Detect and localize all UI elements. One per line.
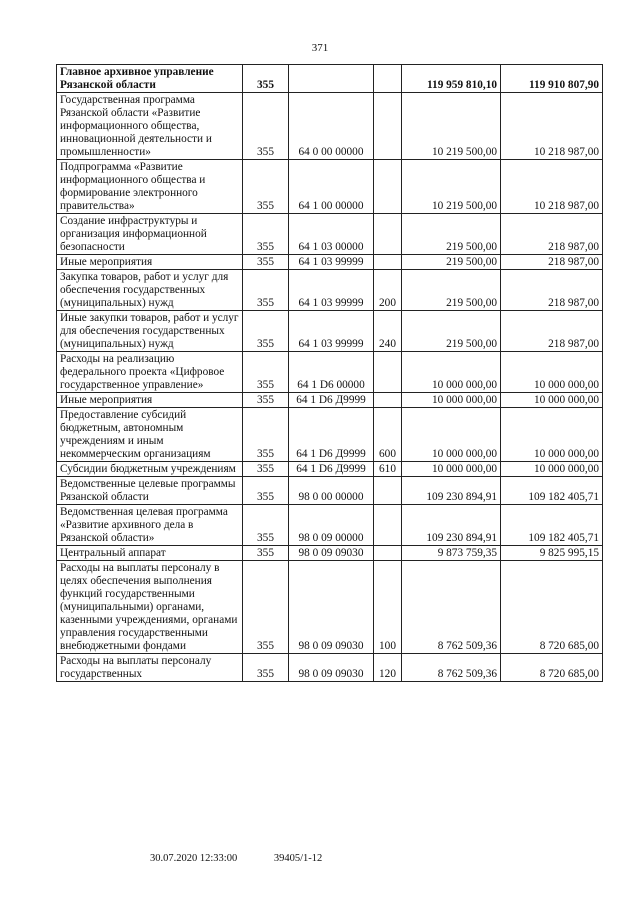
row-sum-2: 10 000 000,00 [501,393,603,408]
budget-table-body [57,65,603,682]
table-row [57,477,603,505]
row-csr: 98 0 00 00000 [289,477,374,505]
row-csr: 98 0 09 09030 [289,654,374,682]
row-sum-1: 10 000 000,00 [402,462,501,477]
row-name: Главное архивное управление Рязанской области [57,65,243,93]
row-csr: 64 1 00 00000 [289,160,374,214]
row-csr [289,65,374,93]
row-vr [374,214,402,255]
row-vr [374,93,402,160]
page-number: 371 [311,42,329,54]
row-vr: 610 [374,462,402,477]
row-sum-1: 9 873 759,35 [402,546,501,561]
row-csr: 98 0 09 09030 [289,546,374,561]
footer-timestamp: 30.07.2020 12:33:00 [150,853,238,864]
row-code: 355 [243,352,289,393]
row-name: Иные закупки товаров, работ и услуг для обеспечения государственных (муниципальных) нужд [57,311,243,352]
budget-table [56,64,603,682]
row-sum-2: 8 720 685,00 [501,561,603,654]
row-name: Государственная программа Рязанской области «Развитие информационного общества, инновационной деятельности и промышленности» [57,93,243,160]
row-vr [374,546,402,561]
row-vr: 100 [374,561,402,654]
row-code: 355 [243,462,289,477]
row-vr: 600 [374,408,402,462]
table-row [57,408,603,462]
row-sum-1: 219 500,00 [402,214,501,255]
row-sum-1: 219 500,00 [402,255,501,270]
row-csr: 64 1 D6 00000 [289,352,374,393]
row-sum-1: 219 500,00 [402,311,501,352]
row-code: 355 [243,311,289,352]
row-sum-2: 8 720 685,00 [501,654,603,682]
row-sum-2: 10 218 987,00 [501,93,603,160]
row-sum-2: 10 218 987,00 [501,160,603,214]
row-name: Создание инфраструктуры и организация информационной безопасности [57,214,243,255]
row-sum-2: 218 987,00 [501,214,603,255]
table-row [57,561,603,654]
row-csr: 64 1 03 00000 [289,214,374,255]
table-row [57,505,603,546]
row-vr: 120 [374,654,402,682]
row-code: 355 [243,93,289,160]
row-sum-2: 10 000 000,00 [501,408,603,462]
row-name: Расходы на выплаты персоналу в целях обеспечения выполнения функций государственными (муниципальными) органами, казенными учреждениями, органами управления государственными внебюджетными фондами [57,561,243,654]
row-sum-2: 218 987,00 [501,255,603,270]
row-code: 355 [243,546,289,561]
table-row [57,255,603,270]
table-row [57,546,603,561]
table-row [57,393,603,408]
row-sum-2: 10 000 000,00 [501,462,603,477]
row-code: 355 [243,477,289,505]
row-sum-1: 10 219 500,00 [402,160,501,214]
row-code: 355 [243,160,289,214]
table-row [57,65,603,93]
row-code: 355 [243,505,289,546]
row-sum-2: 109 182 405,71 [501,477,603,505]
footer [150,853,322,864]
row-csr: 64 1 03 99999 [289,255,374,270]
row-sum-1: 109 230 894,91 [402,477,501,505]
row-vr [374,505,402,546]
row-csr: 64 1 D6 Д9999 [289,393,374,408]
row-name: Предоставление субсидий бюджетным, автономным учреждениям и иным некоммерческим организациям [57,408,243,462]
footer-doc-id: 39405/1-12 [273,853,323,864]
row-vr [374,65,402,93]
row-csr: 64 1 D6 Д9999 [289,408,374,462]
table-row [57,160,603,214]
row-sum-1: 10 000 000,00 [402,352,501,393]
row-sum-1: 119 959 810,10 [402,65,501,93]
row-sum-1: 10 219 500,00 [402,93,501,160]
row-code: 355 [243,654,289,682]
row-sum-1: 109 230 894,91 [402,505,501,546]
row-name: Центральный аппарат [57,546,243,561]
row-code: 355 [243,65,289,93]
row-sum-1: 8 762 509,36 [402,561,501,654]
row-code: 355 [243,270,289,311]
row-code: 355 [243,561,289,654]
row-csr: 64 0 00 00000 [289,93,374,160]
row-csr: 98 0 09 09030 [289,561,374,654]
row-name: Закупка товаров, работ и услуг для обеспечения государственных (муниципальных) нужд [57,270,243,311]
row-vr [374,477,402,505]
row-name: Ведомственная целевая программа «Развитие архивного дела в Рязанской области» [57,505,243,546]
row-code: 355 [243,393,289,408]
row-name: Иные мероприятия [57,255,243,270]
table-row [57,352,603,393]
row-name: Субсидии бюджетным учреждениям [57,462,243,477]
row-csr: 98 0 09 00000 [289,505,374,546]
table-row [57,214,603,255]
row-code: 355 [243,408,289,462]
row-name: Ведомственные целевые программы Рязанской области [57,477,243,505]
table-row [57,462,603,477]
row-sum-2: 119 910 807,90 [501,65,603,93]
row-vr [374,255,402,270]
table-row [57,270,603,311]
row-sum-2: 10 000 000,00 [501,352,603,393]
row-name: Расходы на реализацию федерального проекта «Цифровое государственное управление» [57,352,243,393]
row-sum-2: 9 825 995,15 [501,546,603,561]
table-row [57,654,603,682]
row-code: 355 [243,214,289,255]
row-name: Расходы на выплаты персоналу государственных [57,654,243,682]
row-vr [374,393,402,408]
row-sum-1: 219 500,00 [402,270,501,311]
row-sum-1: 10 000 000,00 [402,393,501,408]
row-name: Подпрограмма «Развитие информационного общества и формирование электронного правительства» [57,160,243,214]
row-name: Иные мероприятия [57,393,243,408]
row-vr [374,160,402,214]
row-vr [374,352,402,393]
row-csr: 64 1 03 99999 [289,270,374,311]
row-csr: 64 1 03 99999 [289,311,374,352]
row-sum-2: 218 987,00 [501,270,603,311]
row-code: 355 [243,255,289,270]
row-sum-1: 8 762 509,36 [402,654,501,682]
table-row [57,311,603,352]
row-sum-2: 109 182 405,71 [501,505,603,546]
row-csr: 64 1 D6 Д9999 [289,462,374,477]
row-vr: 200 [374,270,402,311]
row-vr: 240 [374,311,402,352]
table-row [57,93,603,160]
row-sum-1: 10 000 000,00 [402,408,501,462]
row-sum-2: 218 987,00 [501,311,603,352]
